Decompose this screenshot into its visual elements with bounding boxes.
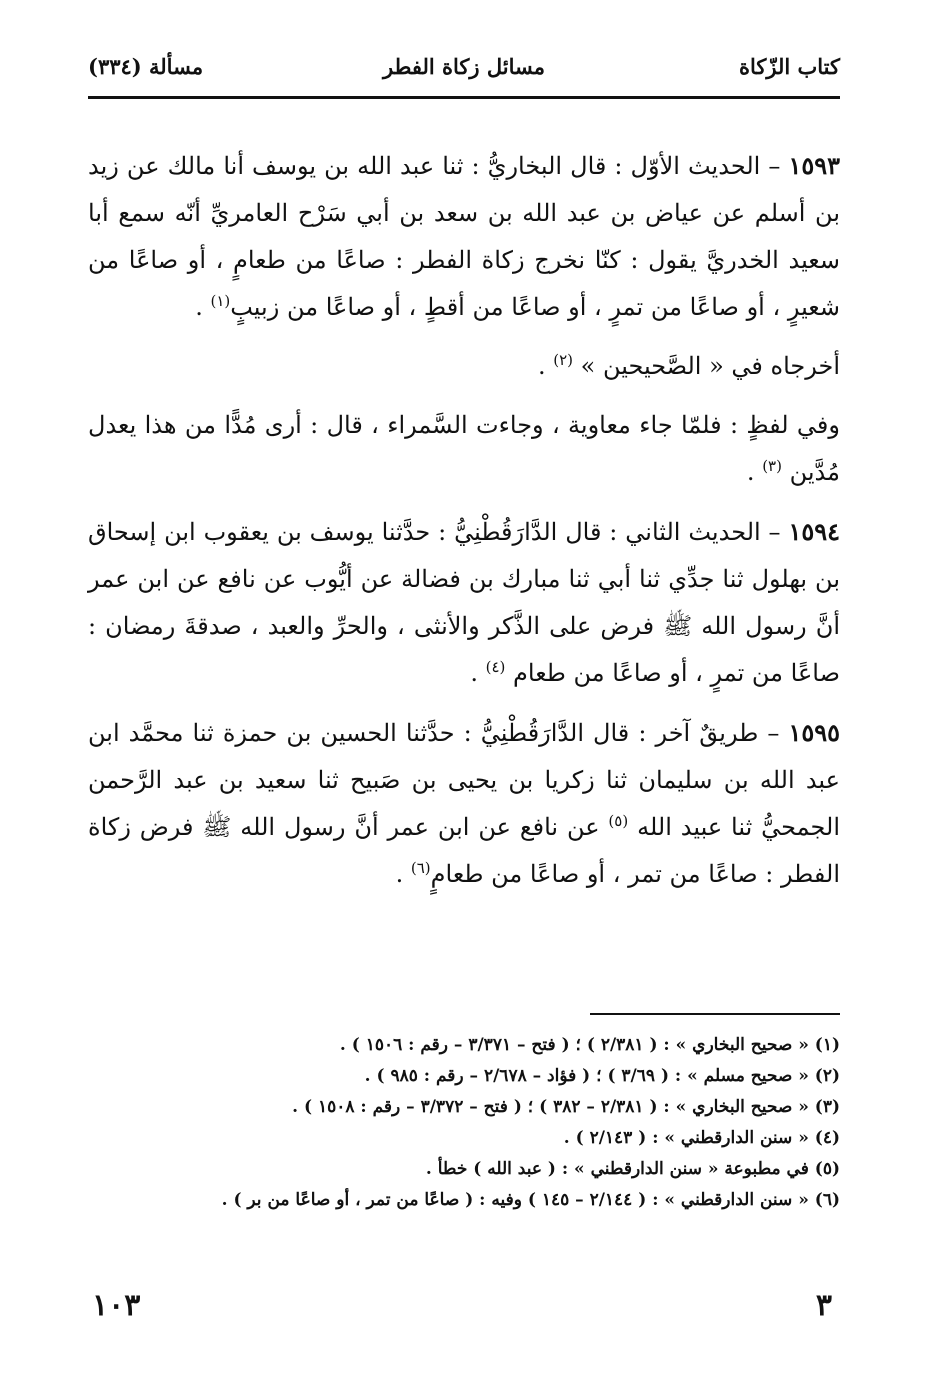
footnote-item: (٢) « صحيح مسلم » : ( ٣/٦٩ ) ؛ ( فؤاد – ٢/٦٧٨ – رقم : ٩٨٥ ) . (364, 1066, 840, 1086)
sentence-end: . (195, 293, 211, 321)
footnote-item: (٤) « سنن الدارقطني » : ( ٢/١٤٣ ) . (563, 1128, 840, 1148)
footnote-item: (٣) « صحيح البخاري » : ( ٢/٣٨١ – ٣٨٢ ) ؛ ( فتح – ٣/٣٧٢ – رقم : ١٥٠٨ ) . (292, 1097, 840, 1117)
footnote-ref: (٣) (762, 457, 782, 475)
header-chapter-title: مسائل زكاة الفطر (383, 54, 545, 79)
takhrij-paragraph (88, 343, 840, 390)
sentence-end: . (746, 458, 763, 486)
footnote-divider (590, 1013, 840, 1015)
sentence-end: . (470, 659, 486, 687)
footnote-item: (٦) « سنن الدارقطني » : ( ٢/١٤٤ – ١٤٥ ) وفيه : ( صاعًا من تمر ، أو صاعًا من بر ) . (221, 1190, 840, 1210)
takhrij-text: أخرجاه في « الصَّحيحين » (573, 352, 840, 380)
hadith-1594 (88, 508, 840, 697)
hadith-text: – الحديث الأوّل : قال البخاريُّ : ثنا عبد الله بن يوسف أنا مالك عن زيد بن أسلم عن عياض بن عبد الله بن سعد بن أبي سَرْح العامريِّ أنّه سمع أبا سعيد الخدريَّ يقول : كنّا نخرج زكاة الفطر : صاعًا من طعامٍ ، أو صاعًا من شعيرٍ ، أو صاعًا من تمرٍ ، أو صاعًا من أقطٍ ، أو صاعًا من زبيبٍ (88, 152, 840, 321)
footnote-item: (١) « صحيح البخاري » : ( ٢/٣٨١ ) ؛ ( فتح – ٣/٣٧١ – رقم : ١٥٠٦ ) . (339, 1035, 840, 1055)
variant-wording-paragraph (88, 402, 840, 496)
header-divider (88, 96, 840, 99)
footnote-ref: (٢) (553, 351, 573, 369)
running-header (88, 54, 840, 86)
footnote-ref: (٥) (608, 812, 629, 830)
hadith-number: ١٥٩٤ (788, 517, 840, 546)
page-number: ١٠٣ (92, 1288, 141, 1323)
hadith-number: ١٥٩٣ (788, 151, 840, 180)
hadith-text: – طريقٌ آخر : قال الدَّارَقُطْنِيُّ : حدَّثنا الحسين بن حمزة ثنا محمَّد ابن عبد الله بن سليمان ثنا زكريا بن يحيى بن صَبيح ثنا سعيد بن عبد الرَّحمن الجمحيُّ ثنا عبيد الله (88, 719, 841, 841)
main-text (88, 142, 840, 910)
footnote-ref: (٦) (410, 859, 431, 877)
footnotes-list (88, 1030, 840, 1216)
book-page (88, 0, 840, 1390)
sentence-end: . (537, 352, 554, 380)
hadith-text: – الحديث الثاني : قال الدَّارَقُطْنِيُّ : حدَّثنا يوسف بن يعقوب ابن إسحاق بن بهلول ثنا جدِّي ثنا أبي ثنا مبارك بن فضالة عن أيُّوب عن نافع عن ابن عمر أنَّ رسول الله ﷺ فرض على الذَّكر والأنثى ، والحرِّ والعبد ، صدقةَ رمضان : صاعًا من تمرٍ ، أو صاعًا من طعام (88, 518, 840, 687)
hadith-number: ١٥٩٥ (788, 718, 840, 747)
hadith-1593 (88, 142, 840, 331)
header-book-title: كتاب الزّكاة (738, 54, 840, 79)
volume-number: ٣ (815, 1288, 832, 1323)
variant-text: وفي لفظٍ : فلمّا جاء معاوية ، وجاءت السَّمراء ، قال : أرى مُدًّا من هذا يعدل مُدَّين (88, 411, 840, 486)
sentence-end: . (395, 860, 411, 888)
footnote-ref: (١) (210, 292, 231, 310)
header-issue-number: مسألة (٣٣٤) (88, 54, 204, 79)
hadith-1595 (88, 709, 840, 898)
hadith-text-continued: عن نافع عن ابن عمر أنَّ رسول الله ﷺ فرض زكاة الفطر : صاعًا من تمر ، أو صاعًا من طعامٍ (88, 813, 840, 888)
footnote-ref: (٤) (485, 658, 506, 676)
footnote-item: (٥) في مطبوعة « سنن الدارقطني » : ( عبد الله ) خطأ . (425, 1159, 840, 1179)
